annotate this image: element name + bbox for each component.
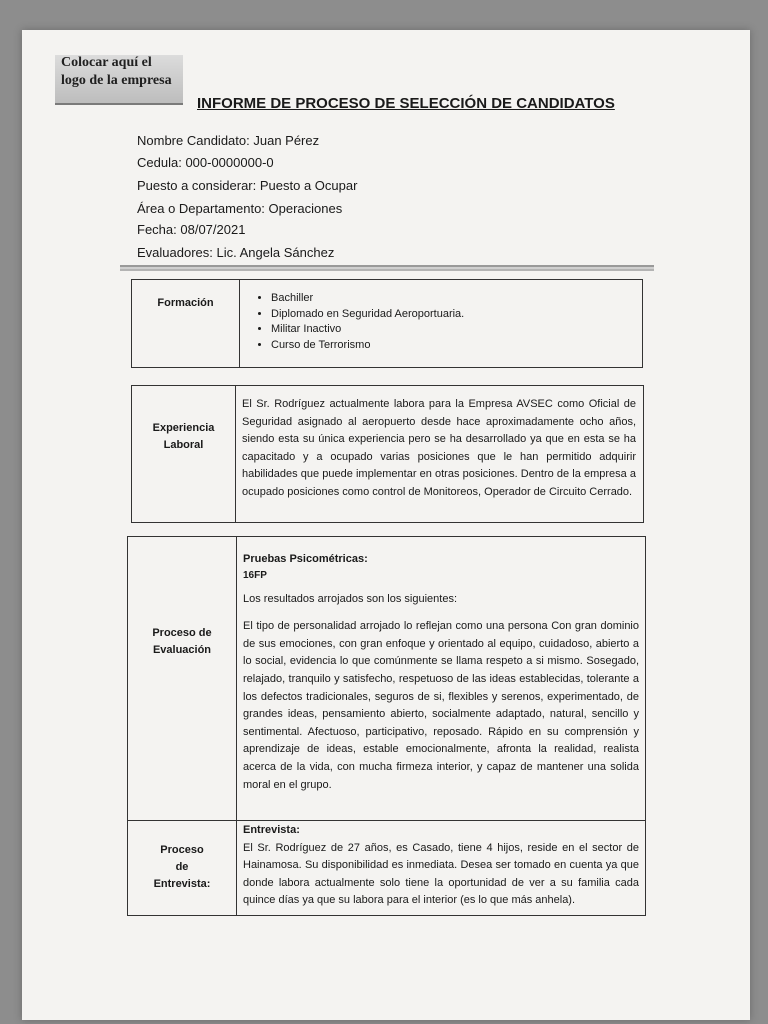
field-label: Fecha: [137, 222, 177, 237]
column-divider [236, 537, 237, 915]
header-divider [120, 265, 654, 271]
field-label: Área o Departamento: [137, 201, 265, 216]
experiencia-label-line-1: Experiencia [152, 422, 215, 434]
list-item: • Diplomado en Seguridad Aeroportuaria. [271, 307, 632, 323]
logo-placeholder [55, 55, 183, 105]
psychometric-test-name: 16FP [243, 569, 267, 581]
column-divider [235, 386, 236, 522]
field-id-number [137, 155, 274, 170]
results-intro: Los resultados arrojados son los siguientes: [243, 592, 458, 605]
field-label: Cedula: [137, 155, 182, 170]
experiencia-text: El Sr. Rodríguez actualmente labora para la Empresa AVSEC como Oficial de Seguridad asignado al aeropuerto desde hace aproximadamente ocho años, siendo esta su única experiencia pero se ha desarrollado ya que en esta se ha capacitado y a ocupado varias posiciones que le han permitido adquirir habilidades que puede implementar en otras posiciones. Dentro de la empresa a ocupado posiciones como control de Monitoreos, Operador de Circuito Cerrado. [242, 398, 636, 498]
field-label: Nombre Candidato: [137, 133, 250, 148]
column-divider [239, 280, 240, 367]
entrevista-text: El Sr. Rodríguez de 27 años, es Casado, tiene 4 hijos, reside en el sector de Hainamosa. Su disponibilidad es inmediata. Desea ser tomado en cuenta ya que donde labora actualmente solo tiene la oportunidad de ver a su familia cada quince días ya que su labora para el interior (es lo que más anhela). [243, 841, 639, 907]
logo-line-1: Colocar aquí el [61, 55, 152, 70]
experiencia-section [131, 385, 644, 523]
field-position [137, 178, 357, 193]
field-department [137, 201, 342, 216]
field-label: Puesto a considerar: [137, 178, 257, 193]
evaluacion-section [127, 536, 646, 916]
row-divider [128, 820, 645, 821]
experiencia-label-line-2: Laboral [163, 439, 204, 451]
field-value: 08/07/2021 [180, 222, 246, 237]
evaluacion-label-line-2: Evaluación [152, 644, 212, 656]
field-candidate-name [137, 133, 319, 148]
experiencia-label [132, 420, 235, 454]
field-date [137, 222, 245, 237]
entrevista-content [243, 822, 639, 910]
field-label: Evaluadores: [137, 245, 213, 260]
evaluacion-content [243, 551, 639, 794]
evaluacion-label [128, 625, 236, 659]
report-title: INFORME DE PROCESO DE SELECCIÓN DE CANDIDATOS [197, 95, 615, 112]
field-value: Operaciones [268, 201, 343, 216]
formacion-label: Formación [157, 297, 214, 309]
field-evaluators [137, 245, 334, 260]
field-value: Puesto a Ocupar [259, 178, 358, 193]
entrevista-label-line-3: Entrevista: [153, 878, 211, 890]
psychometric-heading: Pruebas Psicométricas: [243, 553, 368, 565]
entrevista-label-line-1: Proceso [160, 844, 204, 856]
logo-line-2: logo de la empresa [61, 73, 172, 88]
evaluacion-label-line-1: Proceso de [152, 627, 212, 639]
field-value: Lic. Angela Sánchez [216, 245, 335, 260]
entrevista-heading: Entrevista: [243, 824, 300, 836]
field-value: 000-0000000-0 [185, 155, 274, 170]
list-item: • Militar Inactivo [271, 322, 632, 338]
field-value: Juan Pérez [253, 133, 320, 148]
formacion-section [131, 279, 643, 368]
entrevista-label-line-2: de [175, 861, 189, 873]
evaluacion-text: El tipo de personalidad arrojado lo reflejan como una persona Con gran dominio de sus emociones, con gran enfoque y orientado al equipo, cuidadoso, abierto a lo social, evidencia lo que comúnmente se llama respeto a si mismo. Sosegado, relajado, tranquilo y satisfecho, respetuoso de las ideas establecidas, tolerante a los defectos tradicionales, seguros de si, flexibles y serenos, experimentado, de grandes ideas, pensamiento abierto, socialmente adaptado, natural, sencillo y sentimental. Afectuoso, participativo, reposado. Rápido en su comprensión y aprendizaje de ideas, estable emocionalmente, afronta la realidad, realista acerca de la vida, con mucha firmeza interior, y capaz de mantener una solida moral en el grupo. [243, 620, 639, 791]
formacion-list [247, 291, 632, 353]
list-item: • Curso de Terrorismo [271, 338, 632, 354]
list-item: • Bachiller [271, 291, 632, 307]
entrevista-label [128, 842, 236, 893]
